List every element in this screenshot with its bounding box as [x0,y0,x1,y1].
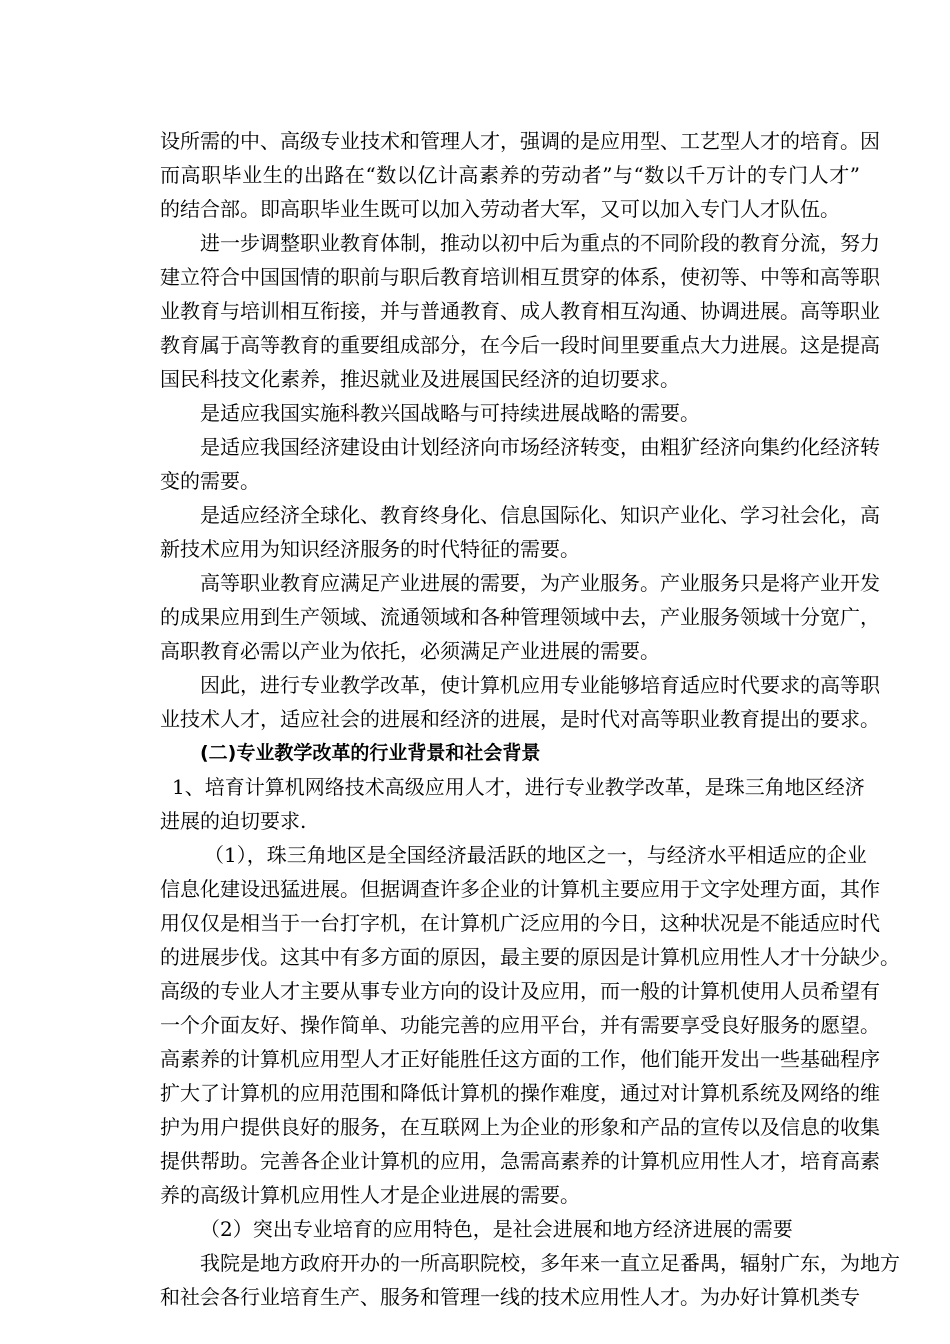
text-line: 变的需要。 [160,469,260,493]
text-line: 提供帮助。完善各企业计算机的应用，急需高素养的计算机应用性人才，培育高素 [160,1149,880,1173]
paragraph-first-line: 我院是地方政府开办的一所高职院校，多年来一直立足番禺，辐射广东，为地方 [200,1251,900,1275]
text-line: 国民科技文化素养，推迟就业及进展国民经济的迫切要求。 [160,367,680,391]
paragraph-first-line: 是适应我国经济建设由计划经济向市场经济转变，由粗犷经济向集约化经济转 [200,435,880,459]
text-line: 建立符合中国国情的职前与职后教育培训相互贯穿的体系，使初等、中等和高等职 [160,265,880,289]
text-line: 设所需的中、高级专业技术和管理人才，强调的是应用型、工艺型人才的培育。因 [160,129,880,153]
paragraph-first-line: 是适应经济全球化、教育终身化、信息国际化、知识产业化、学习社会化，高 [200,503,880,527]
text-line: 扩大了计算机的应用范围和降低计算机的操作难度，通过对计算机系统及网络的维 [160,1081,880,1105]
text-line: 而高职毕业生的出路在“数以亿计高素养的劳动者”与“数以千万计的专门人才” [160,163,860,187]
text-line: 和社会各行业培育生产、服务和管理一线的技术应用性人才。为办好计算机类专 [160,1285,860,1309]
section-heading: (二)专业教学改革的行业背景和社会背景 [200,742,541,764]
text-line: 用仅仅是相当于一台打字机，在计算机广泛应用的今日，这种状况是不能适应时代 [160,911,880,935]
text-line: 进展的迫切要求. [160,809,307,833]
text-line: 教育属于高等教育的重要组成部分，在今后一段时间里要重点大力进展。这是提高 [160,333,880,357]
paragraph-first-line: 1、培育计算机网络技术高级应用人才，进行专业教学改革，是珠三角地区经济 [172,775,865,799]
text-line: 一个介面友好、操作简单、功能完善的应用平台，并有需要享受良好服务的愿望。 [160,1013,880,1037]
paragraph-first-line: 进一步调整职业教育体制，推动以初中后为重点的不同阶段的教育分流，努力 [200,231,880,255]
paragraph-first-line: 因此，进行专业教学改革，使计算机应用专业能够培育适应时代要求的高等职 [200,673,880,697]
paragraph-first-line: （1），珠三角地区是全国经济最活跃的地区之一，与经济水平相适应的企业 [204,843,867,867]
text-line: 高素养的计算机应用型人才正好能胜任这方面的工作，他们能开发出一些基础程序 [160,1047,880,1071]
text-line: 的进展步伐。这其中有多方面的原因，最主要的原因是计算机应用性人才十分缺少。 [160,945,900,969]
text-line: 高级的专业人才主要从事专业方向的设计及应用，而一般的计算机使用人员希望有 [160,979,880,1003]
text-line: 业教育与培训相互衔接，并与普通教育、成人教育相互沟通、协调进展。高等职业 [160,299,880,323]
text-line: 的结合部。即高职毕业生既可以加入劳动者大军，又可以加入专门人才队伍。 [160,197,840,221]
paragraph-first-line: 高等职业教育应满足产业进展的需要，为产业服务。产业服务只是将产业开发 [200,571,880,595]
text-line: 信息化建设迅猛进展。但据调查许多企业的计算机主要应用于文字处理方面，其作 [160,877,880,901]
text-line: 养的高级计算机应用性人才是企业进展的需要。 [160,1183,580,1207]
text-line: 高职教育必需以产业为依托，必须满足产业进展的需要。 [160,639,660,663]
body-text [160,124,900,1314]
text-line: 护为用户提供良好的服务，在互联网上为企业的形象和产品的宣传以及信息的收集 [160,1115,880,1139]
text-line: 的成果应用到生产领域、流通领域和各种管理领域中去，产业服务领域十分宽广， [160,605,880,629]
text-line: 新技术应用为知识经济服务的时代特征的需要。 [160,537,580,561]
paragraph-first-line: （2）突出专业培育的应用特色，是社会进展和地方经济进展的需要 [200,1217,793,1241]
text-line: 业技术人才，适应社会的进展和经济的进展，是时代对高等职业教育提出的要求。 [160,707,880,731]
paragraph-first-line: 是适应我国实施科教兴国战略与可持续进展战略的需要。 [200,401,700,425]
